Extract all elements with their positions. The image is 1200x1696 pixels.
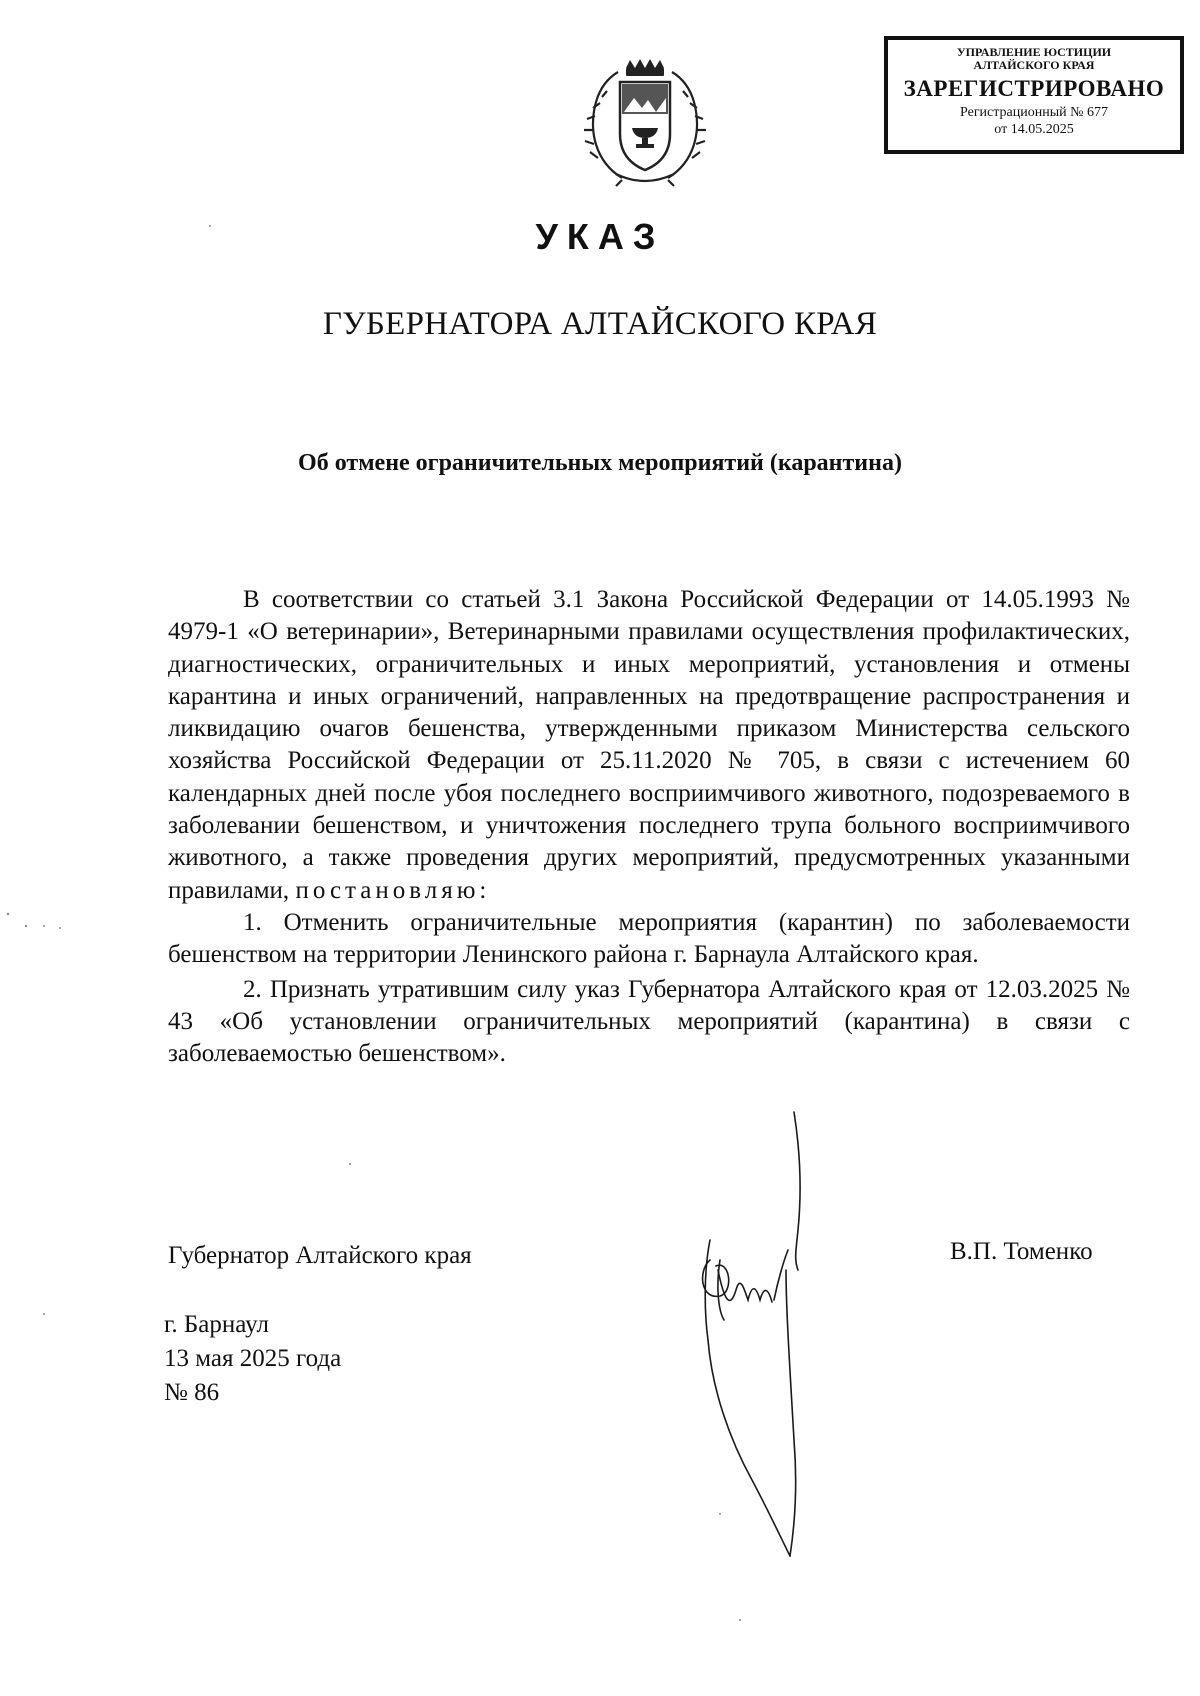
item-2-paragraph: 2. Признать утратившим силу указ Губернатора Алтайского края от 12.03.2025 № 43 «Об установлении ограничительных мероприятий (карантина) в связи с заболеваемостью бешенством». bbox=[168, 975, 1130, 1068]
decree-word: постановляю: bbox=[295, 876, 491, 904]
stamp-status: ЗАРЕГИСТРИРОВАНО bbox=[903, 76, 1165, 101]
stamp-authority-line2: АЛТАЙСКОГО КРАЯ bbox=[973, 58, 1095, 72]
item-1-paragraph: 1. Отменить ограничительные мероприятия (карантин) по заболеваемости бешенством на территории Ленинского района г. Барнаула Алтайского края. bbox=[168, 908, 1130, 969]
issuer-title: ГУБЕРНАТОРА АЛТАЙСКОГО КРАЯ bbox=[322, 306, 878, 342]
document-type-title: УКАЗ bbox=[535, 216, 665, 257]
document-subject: Об отмене ограничительных мероприятий (карантина) bbox=[298, 450, 902, 476]
city: г. Барнаул bbox=[164, 1311, 269, 1338]
document-number: № 86 bbox=[164, 1379, 220, 1406]
preamble-text: В соответствии со статьей 3.1 Закона Российской Федерации от 14.05.1993 № 4979-1 «О ветеринарии», Ветеринарными правилами осуществления профилактических, диагностических, ограничительных и иных мероприятий, установления и отмены карантина и иных ограничений, направленных на предотвращение распространения и ликвидацию очагов бешенства, утвержденными приказом Министерства сельского хозяйства Российской Федерации от 25.11.2020 № 705, в связи с истечением 60 календарных дней после убоя последнего восприимчивого животного, подозреваемого в заболевании бешенством, и уничтожения последнего трупа больного восприимчивого животного, а также проведения других мероприятий, предусмотренных указанными правилами, bbox=[168, 586, 1130, 904]
stamp-authority-line1: УПРАВЛЕНИЕ ЮСТИЦИИ bbox=[956, 45, 1112, 59]
signatory-name: В.П. Томенко bbox=[950, 1238, 1093, 1265]
document-date: 13 мая 2025 года bbox=[164, 1345, 342, 1372]
stamp-reg-date: от 14.05.2025 bbox=[994, 122, 1074, 137]
signatory-position: Губернатор Алтайского края bbox=[168, 1242, 472, 1269]
stamp-reg-number: Регистрационный № 677 bbox=[960, 105, 1108, 120]
